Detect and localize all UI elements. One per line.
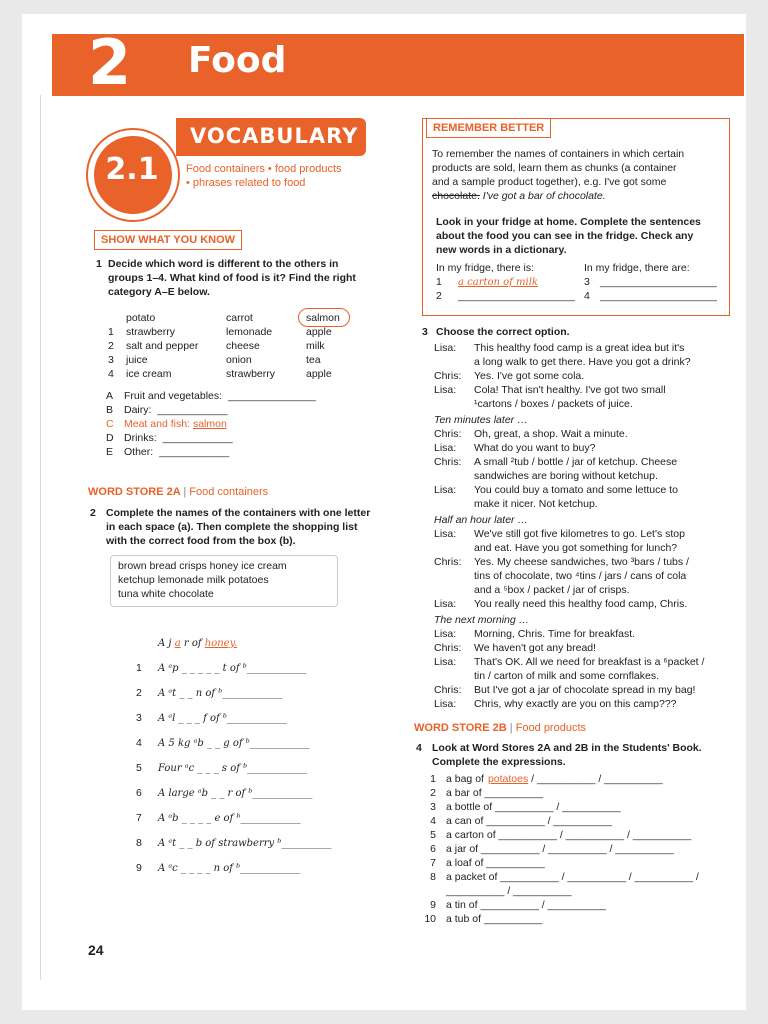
page-number: 24 <box>88 942 104 958</box>
rb-row1-num: 1 <box>436 276 442 288</box>
category-label: Drinks: <box>124 432 157 444</box>
category-row <box>106 418 230 431</box>
dialogue-speaker: Lisa: <box>434 698 457 710</box>
ex2-example <box>158 637 237 650</box>
rb-row2-blank[interactable]: ____________________ <box>458 290 575 302</box>
ex2-item-number: 3 <box>136 712 142 724</box>
group-cell: strawberry <box>226 368 276 380</box>
dialogue-speaker: Lisa: <box>434 528 457 540</box>
ex2-item-number: 6 <box>136 787 142 799</box>
category-letter: C <box>106 418 114 430</box>
ex2-item-number: 5 <box>136 762 142 774</box>
ex2-item-number: 2 <box>136 687 142 699</box>
ex2-item-text[interactable]: A ᵃc _ _ _ _ n of ᵇ____________ <box>158 863 301 874</box>
rb-row2-num: 2 <box>436 290 442 302</box>
ex2-example-article: A <box>158 638 166 649</box>
group-cell: strawberry <box>126 326 176 338</box>
ex4-instruction-2: Complete the expressions. <box>432 756 566 768</box>
ex2-item-number: 1 <box>136 662 142 674</box>
ex4-item-text[interactable] <box>446 871 699 884</box>
group-cell: tea <box>306 354 321 366</box>
category-row <box>106 390 316 403</box>
category-blank[interactable]: _______________ <box>228 390 316 402</box>
ex2-example-letter-r: r <box>183 638 189 649</box>
dialogue-line: a long walk to get there. Have you got a drink? <box>474 356 691 368</box>
ex4-item-stem: a jar of __________ / __________ / __________ <box>446 843 674 855</box>
ex4-item-stem: a bar of __________ <box>446 787 543 799</box>
lesson-topics-line1: Food containers • food products <box>186 163 342 175</box>
ex4-item-answer[interactable]: potatoes <box>487 773 529 785</box>
dialogue-speaker: Chris: <box>434 370 462 382</box>
word-store-2b-sep: | <box>509 722 513 734</box>
category-row <box>106 446 229 459</box>
rb-col1-head: In my fridge, there is: <box>436 262 535 274</box>
ex4-item-text[interactable] <box>446 773 663 786</box>
ex2-item-number: 7 <box>136 812 142 824</box>
ex2-instruction-3: with the correct food from the box (b). <box>106 535 296 547</box>
lesson-number: 2.1 <box>105 152 159 187</box>
word-store-2b-label: WORD STORE 2B <box>414 722 507 734</box>
ex2-item-text[interactable]: A ᵃt _ _ n of ᵇ____________ <box>158 688 283 699</box>
dialogue-line: You could buy a tomato and some lettuce to <box>474 484 678 496</box>
ex4-item-stem: a carton of __________ / __________ / __________ <box>446 829 692 841</box>
word-box-line3: tuna white chocolate <box>118 588 214 600</box>
dialogue-line: Morning, Chris. Time for breakfast. <box>474 628 636 640</box>
group-cell: apple <box>306 368 332 380</box>
lesson-topics <box>186 162 386 190</box>
ex4-item-stem: a bottle of __________ / __________ <box>446 801 621 813</box>
ex4-item-text[interactable] <box>446 857 545 870</box>
group-cell: 2 <box>108 340 114 352</box>
dialogue-speaker: Lisa: <box>434 628 457 640</box>
group-cell: potato <box>126 312 156 324</box>
dialogue-line: Chris, why exactly are you on this camp??? <box>474 698 677 710</box>
ex2-instruction-2: in each space (a). Then complete the shopping list <box>106 521 358 533</box>
group-cell: 3 <box>108 354 114 366</box>
ex4-item-number: 10 <box>424 913 436 925</box>
dialogue-speaker: Lisa: <box>434 484 457 496</box>
ex4-item-stem: a tin of __________ / __________ <box>446 899 606 911</box>
group-cell: ice cream <box>126 368 172 380</box>
ex2-number: 2 <box>90 507 96 519</box>
ex4-item-text[interactable] <box>446 815 612 828</box>
dialogue-speaker: Chris: <box>434 456 462 468</box>
unit-number: 2 <box>88 26 132 99</box>
unit-banner <box>52 34 744 96</box>
ex4-item-number: 3 <box>430 801 436 813</box>
ex4-item-number: 4 <box>430 815 436 827</box>
category-letter: D <box>106 432 114 444</box>
word-box-line1: brown bread crisps honey ice cream <box>118 560 287 572</box>
word-store-2a-heading <box>88 486 268 498</box>
word-store-2a-label: WORD STORE 2A <box>88 486 181 498</box>
group-cell: 1 <box>108 326 114 338</box>
ex4-item-stem: __________ / __________ <box>446 885 572 897</box>
ex4-item-text[interactable] <box>446 913 542 926</box>
ex4-item-text[interactable] <box>446 829 691 842</box>
dialogue-stage-direction: Ten minutes later … <box>434 414 528 426</box>
rb-struck-example: chocolate. <box>432 190 480 202</box>
group-cell: juice <box>126 354 148 366</box>
rb-line4 <box>432 190 606 203</box>
ex4-item-number: 8 <box>430 871 436 883</box>
page-spine <box>40 95 41 980</box>
lesson-topics-line2: • phrases related to food <box>186 177 306 189</box>
ex1-instruction-1: Decide which word is different to the others in <box>108 258 339 270</box>
show-what-you-know-label: SHOW WHAT YOU KNOW <box>94 230 242 250</box>
ex2-item-number: 8 <box>136 837 142 849</box>
ex4-item-number: 6 <box>430 843 436 855</box>
dialogue-line: ¹cartons / boxes / packets of juice. <box>474 398 633 410</box>
ex4-item-text[interactable] <box>446 885 572 898</box>
rb-row3-num: 3 <box>584 276 590 288</box>
group-cell: salmon <box>306 312 340 324</box>
ex2-example-letter-j: j <box>168 638 172 649</box>
ex2-item-text[interactable]: A ᵃt _ _ b of strawberry ᵇ__________ <box>158 838 332 849</box>
ex2-example-letter-a: a <box>174 638 181 649</box>
category-answer[interactable]: salmon <box>192 418 227 430</box>
rb-row4-blank[interactable]: ____________________ <box>600 290 717 302</box>
ex4-item-stem: a tub of __________ <box>446 913 543 925</box>
group-cell: cheese <box>226 340 260 352</box>
ex2-item-text[interactable]: A ᵃp _ _ _ _ _ t of ᵇ____________ <box>158 663 307 674</box>
dialogue-stage-direction: Half an hour later … <box>434 514 528 526</box>
word-store-2b-heading <box>414 722 586 734</box>
rb-example: I've got a bar of chocolate. <box>479 190 606 202</box>
dialogue-speaker: Chris: <box>434 684 462 696</box>
dialogue-line: We've still got five kilometres to go. Let's stop <box>474 528 685 540</box>
rb-col2-head: In my fridge, there are: <box>584 262 690 274</box>
dialogue-speaker: Lisa: <box>434 442 457 454</box>
remember-better-label: REMEMBER BETTER <box>426 118 551 138</box>
ex4-number: 4 <box>416 742 422 754</box>
ex4-instruction-1: Look at Word Stores 2A and 2B in the Students' Book. <box>432 742 702 754</box>
ex4-item-number: 9 <box>430 899 436 911</box>
ex2-example-of: of <box>191 638 202 649</box>
dialogue-line: A small ²tub / bottle / jar of ketchup. Cheese <box>474 456 678 468</box>
dialogue-speaker: Chris: <box>434 428 462 440</box>
ex4-item-text[interactable] <box>446 843 674 856</box>
dialogue-line: Oh, great, a shop. Wait a minute. <box>474 428 628 440</box>
dialogue-line: tins of chocolate, two ⁴tins / jars / cans of cola <box>474 570 687 582</box>
dialogue-line: We haven't got any bread! <box>474 642 597 654</box>
ex4-item-stem: a loaf of __________ <box>446 857 545 869</box>
dialogue-speaker: Lisa: <box>434 342 457 354</box>
category-row <box>106 404 228 417</box>
group-cell: 4 <box>108 368 114 380</box>
ex2-item-number: 4 <box>136 737 142 749</box>
dialogue-speaker: Lisa: <box>434 598 457 610</box>
ex2-item-number: 9 <box>136 862 142 874</box>
ex3-number: 3 <box>422 326 428 338</box>
group-cell: milk <box>306 340 325 352</box>
category-letter: E <box>106 446 114 458</box>
ex4-item-text[interactable] <box>446 787 543 800</box>
dialogue-line: tin / carton of milk and some cornflakes. <box>474 670 659 682</box>
group-cell: apple <box>306 326 332 338</box>
dialogue-line: You really need this healthy food camp, Chris. <box>474 598 688 610</box>
ex4-item-text[interactable] <box>446 899 606 912</box>
dialogue-line: But I've got a jar of chocolate spread in my bag! <box>474 684 696 696</box>
dialogue-line: Cola! That isn't healthy. I've got two small <box>474 384 666 396</box>
group-cell: salt and pepper <box>126 340 199 352</box>
category-label: Fruit and vegetables: <box>124 390 223 402</box>
ex4-item-number: 2 <box>430 787 436 799</box>
rb-row3-blank[interactable]: ____________________ <box>600 276 717 288</box>
rb-task-line1: Look in your fridge at home. Complete the sentences <box>436 216 701 228</box>
ex4-item-number: 7 <box>430 857 436 869</box>
ex4-item-stem: a can of __________ / __________ <box>446 815 612 827</box>
rb-row1-answer[interactable]: a carton of milk <box>458 277 538 288</box>
ex4-item-stem: a packet of __________ / __________ / __________ / <box>446 871 699 883</box>
category-blank[interactable]: ____________ <box>162 432 233 444</box>
dialogue-line: This healthy food camp is a great idea but it's <box>474 342 685 354</box>
dialogue-line: Yes. I've got some cola. <box>474 370 585 382</box>
rb-line3: and a sample product together), e.g. I've got some <box>432 176 667 188</box>
ex2-example-answer: honey. <box>204 638 238 649</box>
rb-row4-num: 4 <box>584 290 590 302</box>
dialogue-line: That's OK. All we need for breakfast is a ⁶packet / <box>474 656 705 668</box>
ex2-item-text[interactable]: Four ᵃc _ _ _ s of ᵇ____________ <box>158 763 308 774</box>
category-label: Dairy: <box>124 404 152 416</box>
ex4-item-text[interactable] <box>446 801 621 814</box>
word-store-2b-topic: Food products <box>515 722 587 734</box>
dialogue-line: What do you want to buy? <box>474 442 596 454</box>
word-store-2a-topic: Food containers <box>189 486 269 498</box>
dialogue-line: make it nicer. Not ketchup. <box>474 498 598 510</box>
unit-title: Food <box>188 40 287 81</box>
dialogue-line: and a ⁵box / packet / jar of crisps. <box>474 584 630 596</box>
group-cell: lemonade <box>226 326 273 338</box>
dialogue-speaker: Lisa: <box>434 384 457 396</box>
ex2-item-text[interactable]: A ᵃl _ _ _ f of ᵇ____________ <box>158 713 287 724</box>
lesson-title: VOCABULARY <box>190 124 359 148</box>
category-blank[interactable]: ____________ <box>159 446 230 458</box>
group-cell: carrot <box>226 312 253 324</box>
rb-task-line3: new words in a dictionary. <box>436 244 567 256</box>
category-blank[interactable]: ____________ <box>157 404 228 416</box>
rb-task-line2: about the food you can see in the fridge. Check any <box>436 230 694 242</box>
group-cell: onion <box>226 354 252 366</box>
ex2-item-text[interactable]: A large ᵃb _ _ r of ᵇ____________ <box>158 788 313 799</box>
rb-line2: products are sold, learn them as chunks (a container <box>432 162 677 174</box>
dialogue-line: and eat. Have you got something for lunch? <box>474 542 678 554</box>
ex1-instruction-3: category A–E below. <box>108 286 210 298</box>
word-box-line2: ketchup lemonade milk potatoes <box>118 574 269 586</box>
ex4-item-rest[interactable]: / __________ / __________ <box>528 773 663 785</box>
dialogue-line: Yes. My cheese sandwiches, two ³bars / tubs / <box>474 556 689 568</box>
ex1-instruction-2: groups 1–4. What kind of food is it? Find the right <box>108 272 356 284</box>
ex4-item-stem: a bag of <box>446 773 484 785</box>
rb-line1: To remember the names of containers in which certain <box>432 148 685 160</box>
dialogue-stage-direction: The next morning … <box>434 614 530 626</box>
ex1-number: 1 <box>96 258 102 270</box>
dialogue-speaker: Chris: <box>434 642 462 654</box>
category-letter: B <box>106 404 114 416</box>
ex2-item-text[interactable]: A 5 kg ᵃb _ _ g of ᵇ____________ <box>158 738 310 749</box>
category-letter: A <box>106 390 114 402</box>
word-store-2a-sep: | <box>183 486 187 498</box>
category-label: Meat and fish: <box>124 418 190 430</box>
dialogue-speaker: Lisa: <box>434 656 457 668</box>
ex3-instruction: Choose the correct option. <box>436 326 570 338</box>
category-row <box>106 432 233 445</box>
dialogue-speaker: Chris: <box>434 556 462 568</box>
ex4-item-number: 5 <box>430 829 436 841</box>
category-label: Other: <box>124 446 154 458</box>
dialogue-line: sandwiches are boring without ketchup. <box>474 470 658 482</box>
ex2-item-text[interactable]: A ᵃb _ _ _ _ e of ᵇ____________ <box>158 813 301 824</box>
ex2-instruction-1: Complete the names of the containers with one letter <box>106 507 371 519</box>
ex4-item-number: 1 <box>430 773 436 785</box>
